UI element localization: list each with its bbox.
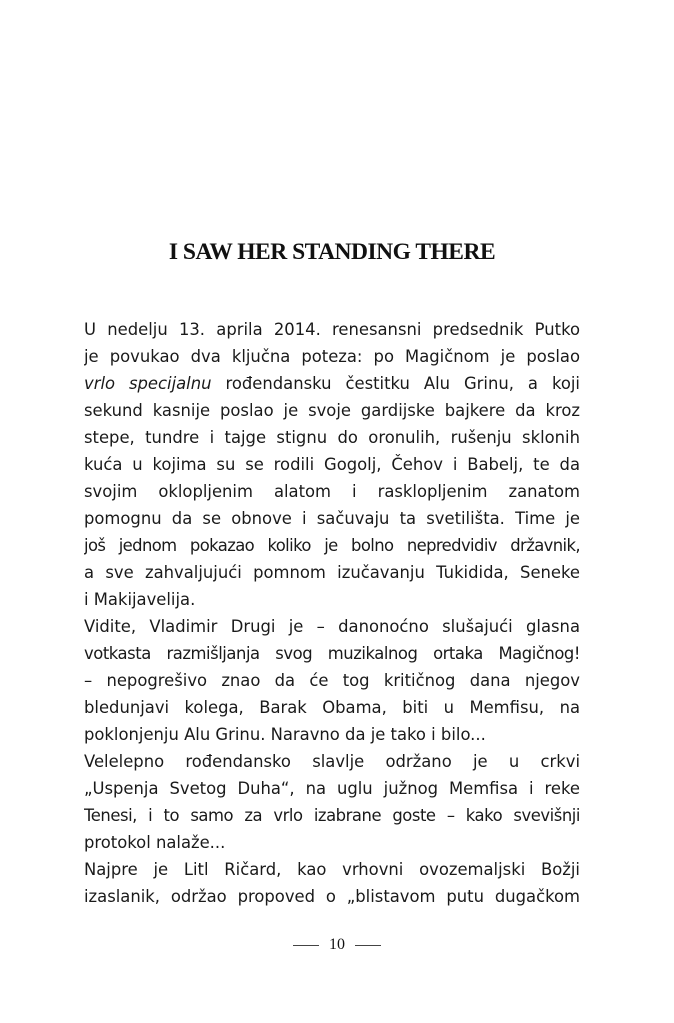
text-line-15: bledunjavi kolega, Barak Obama, biti u Memfisu, na xyxy=(84,698,580,717)
text-line-22: izaslanik, održao propoved o „blistavom putu dugačkom xyxy=(84,887,580,906)
emphasis-text: vrlo specijalnu xyxy=(84,374,212,393)
text-line-16: poklonjenju Alu Grinu. Naravno da je tako i bilo... xyxy=(84,725,486,744)
text-line-6: kuća u kojima su se rodili Gogolj, Čehov i Babelj, te da xyxy=(84,455,580,474)
text-line-11: i Makijavelija. xyxy=(84,590,196,609)
text-line-13: votkasta razmišljanja svog muzikalnog ortaka Magičnog! xyxy=(84,644,580,663)
text-line-1: U nedelju 13. aprila 2014. renesansni predsednik Putko xyxy=(84,320,580,339)
text-line-5: stepe, tundre i tajge stignu do oronulih, rušenju sklonih xyxy=(84,428,580,447)
page-number: 10 xyxy=(329,936,345,953)
page-footer xyxy=(0,933,674,957)
text-line-21: Najpre je Litl Ričard, kao vrhovni ovozemaljski Božji xyxy=(84,860,580,879)
body-text xyxy=(84,316,580,910)
text-line-3 xyxy=(84,370,580,397)
text-line-18: „Uspenja Svetog Duha“, na uglu južnog Memfisa i reke xyxy=(84,779,580,798)
text-line-8: pomognu da se obnove i sačuvaju ta svetilišta. Time je xyxy=(84,509,580,528)
text-line-20: protokol nalaže... xyxy=(84,833,226,852)
text-line-2: je povukao dva ključna poteza: po Magičnom je poslao xyxy=(84,347,580,366)
text-line-17: Velelepno rođendansko slavlje održano je u crkvi xyxy=(84,752,580,771)
text-line-10: a sve zahvaljujući pomnom izučavanju Tukidida, Seneke xyxy=(84,563,580,582)
chapter-title: I SAW HER STANDING THERE xyxy=(168,239,496,265)
text-line-12: Vidite, Vladimir Drugi je – danonoćno slušajući glasna xyxy=(84,617,580,636)
text-line-3-rest: rođendansku čestitku Alu Grinu, a koji xyxy=(225,374,580,393)
text-line-4: sekund kasnije poslao je svoje gardijske bajkere da kroz xyxy=(84,401,580,420)
footer-rule-left xyxy=(293,945,319,946)
text-line-14: – nepogrešivo znao da će tog kritičnog dana njegov xyxy=(84,671,580,690)
footer-rule-right xyxy=(355,945,381,946)
text-line-7: svojim oklopljenim alatom i rasklopljenim zanatom xyxy=(84,482,580,501)
text-line-9: još jednom pokazao koliko je bolno nepredvidiv državnik, xyxy=(84,536,580,555)
text-line-19: Tenesi, i to samo za vrlo izabrane goste – kako svevišnji xyxy=(84,806,580,825)
